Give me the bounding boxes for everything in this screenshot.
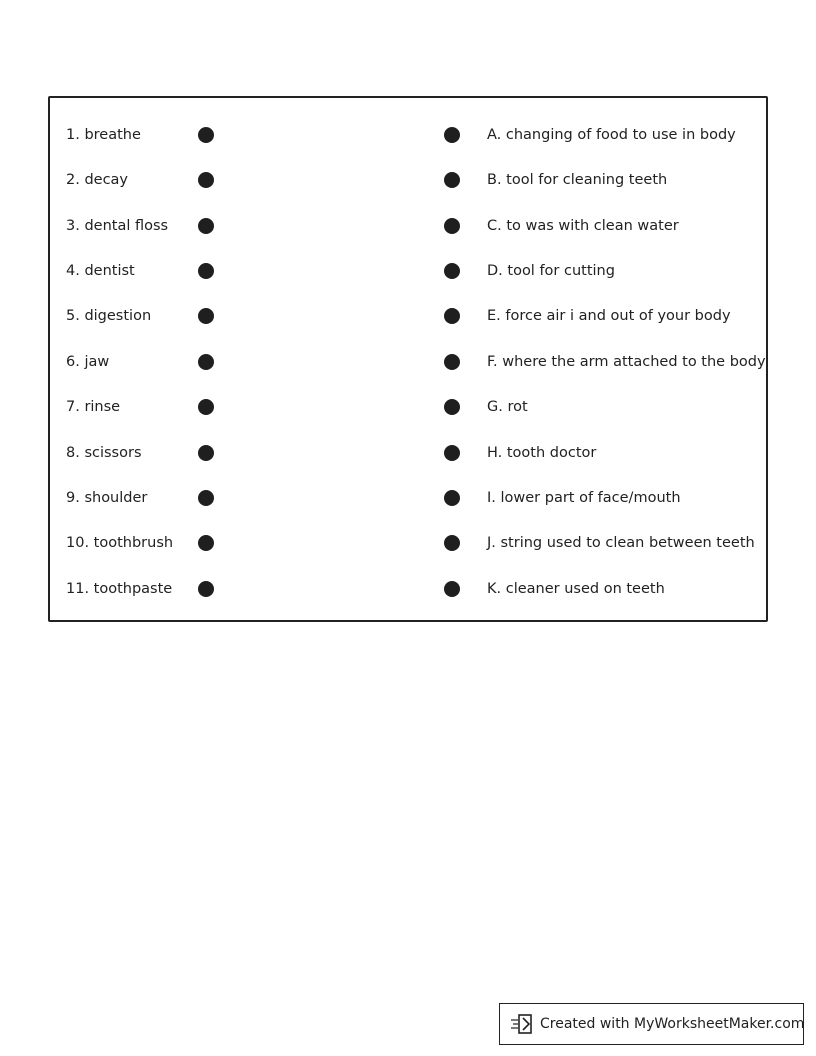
definition-label: G. rot bbox=[487, 399, 528, 415]
definition-label: B. tool for cleaning teeth bbox=[487, 172, 668, 188]
definition-connector-dot[interactable] bbox=[444, 308, 460, 324]
definition-connector-dot[interactable] bbox=[444, 127, 460, 143]
term-connector-dot[interactable] bbox=[198, 308, 214, 324]
term-label: 2. decay bbox=[66, 172, 129, 188]
match-row bbox=[50, 301, 766, 331]
term-label: 1. breathe bbox=[66, 127, 141, 143]
created-with-text: Created with MyWorksheetMaker.com bbox=[540, 1016, 805, 1032]
term-connector-dot[interactable] bbox=[198, 263, 214, 279]
term-connector-dot[interactable] bbox=[198, 127, 214, 143]
term-connector-dot[interactable] bbox=[198, 399, 214, 415]
match-row bbox=[50, 438, 766, 468]
definition-label: C. to was with clean water bbox=[487, 218, 679, 234]
definition-connector-dot[interactable] bbox=[444, 445, 460, 461]
match-row bbox=[50, 528, 766, 558]
term-label: 10. toothbrush bbox=[66, 535, 174, 551]
match-row bbox=[50, 120, 766, 150]
match-row bbox=[50, 165, 766, 195]
term-connector-dot[interactable] bbox=[198, 354, 214, 370]
definition-connector-dot[interactable] bbox=[444, 263, 460, 279]
definition-label: F. where the arm attached to the body bbox=[487, 354, 766, 370]
term-label: 8. scissors bbox=[66, 445, 142, 461]
term-label: 5. digestion bbox=[66, 308, 152, 324]
definition-connector-dot[interactable] bbox=[444, 172, 460, 188]
match-row bbox=[50, 483, 766, 513]
term-label: 6. jaw bbox=[66, 354, 110, 370]
definition-label: J. string used to clean between teeth bbox=[487, 535, 755, 551]
term-label: 9. shoulder bbox=[66, 490, 148, 506]
term-connector-dot[interactable] bbox=[198, 445, 214, 461]
term-label: 11. toothpaste bbox=[66, 581, 173, 597]
match-row bbox=[50, 211, 766, 241]
definition-connector-dot[interactable] bbox=[444, 399, 460, 415]
definition-label: K. cleaner used on teeth bbox=[487, 581, 665, 597]
term-connector-dot[interactable] bbox=[198, 172, 214, 188]
definition-connector-dot[interactable] bbox=[444, 354, 460, 370]
match-row bbox=[50, 347, 766, 377]
match-row bbox=[50, 256, 766, 286]
definition-label: E. force air i and out of your body bbox=[487, 308, 731, 324]
term-connector-dot[interactable] bbox=[198, 581, 214, 597]
term-label: 3. dental floss bbox=[66, 218, 169, 234]
matching-worksheet bbox=[48, 96, 768, 622]
definition-connector-dot[interactable] bbox=[444, 218, 460, 234]
definition-connector-dot[interactable] bbox=[444, 581, 460, 597]
term-connector-dot[interactable] bbox=[198, 535, 214, 551]
term-label: 4. dentist bbox=[66, 263, 135, 279]
definition-connector-dot[interactable] bbox=[444, 490, 460, 506]
match-row bbox=[50, 574, 766, 604]
term-connector-dot[interactable] bbox=[198, 218, 214, 234]
match-row bbox=[50, 392, 766, 422]
definition-label: D. tool for cutting bbox=[487, 263, 615, 279]
term-connector-dot[interactable] bbox=[198, 490, 214, 506]
worksheet-maker-logo-icon bbox=[510, 1013, 534, 1035]
definition-label: I. lower part of face/mouth bbox=[487, 490, 681, 506]
created-with-badge[interactable] bbox=[499, 1003, 804, 1045]
term-label: 7. rinse bbox=[66, 399, 121, 415]
definition-label: A. changing of food to use in body bbox=[487, 127, 736, 143]
definition-label: H. tooth doctor bbox=[487, 445, 597, 461]
definition-connector-dot[interactable] bbox=[444, 535, 460, 551]
